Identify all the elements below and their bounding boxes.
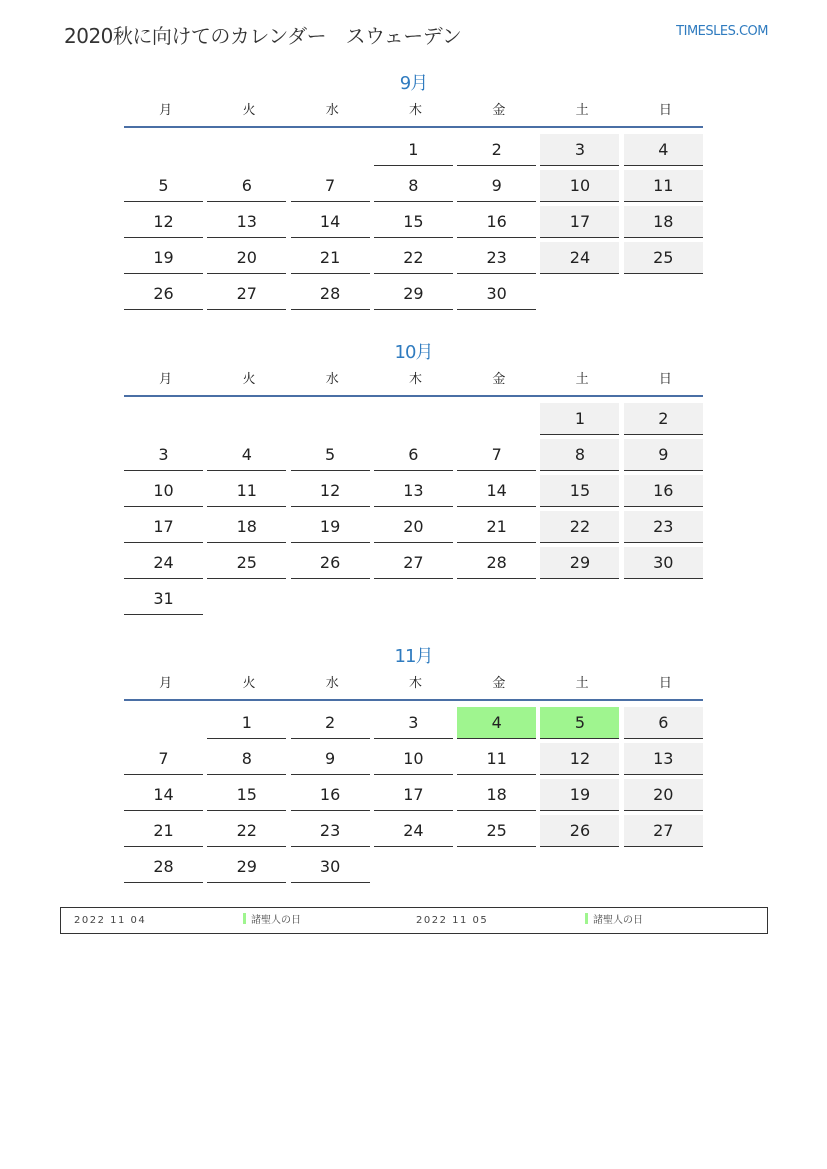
holiday-legend — [60, 907, 768, 934]
empty-cell — [124, 707, 203, 738]
day-cell[interactable]: 18 — [207, 511, 286, 543]
empty-cell — [457, 851, 536, 882]
month-block — [124, 70, 703, 312]
week-row — [124, 581, 703, 617]
day-cell[interactable]: 11 — [624, 170, 703, 202]
month-block — [124, 339, 703, 617]
empty-cell — [457, 583, 536, 614]
weekday-label: 木 — [409, 103, 423, 118]
day-cell[interactable]: 28 — [124, 851, 203, 883]
weekday-header — [124, 367, 703, 397]
day-cell[interactable]: 24 — [374, 815, 453, 847]
day-cell[interactable]: 1 — [374, 134, 453, 166]
day-cell[interactable]: 1 — [540, 403, 619, 435]
week-row — [124, 509, 703, 545]
empty-cell — [207, 403, 286, 434]
empty-cell — [540, 583, 619, 614]
week-row — [124, 741, 703, 777]
day-cell[interactable]: 5 — [291, 439, 370, 471]
day-cell[interactable]: 21 — [124, 815, 203, 847]
day-cell[interactable]: 28 — [291, 278, 370, 310]
day-cell[interactable]: 14 — [124, 779, 203, 811]
day-cell[interactable]: 8 — [207, 743, 286, 775]
empty-cell — [374, 403, 453, 434]
day-cell[interactable]: 3 — [124, 439, 203, 471]
empty-cell — [457, 403, 536, 434]
week-row — [124, 473, 703, 509]
day-cell[interactable]: 24 — [124, 547, 203, 579]
empty-cell — [624, 851, 703, 882]
weekday-header — [124, 98, 703, 128]
brand-logo[interactable]: TIMESLES.COM — [676, 24, 768, 39]
empty-cell — [374, 583, 453, 614]
day-cell[interactable]: 30 — [457, 278, 536, 310]
week-row — [124, 777, 703, 813]
day-cell[interactable]: 23 — [457, 242, 536, 274]
empty-cell — [207, 583, 286, 614]
day-cell[interactable]: 23 — [291, 815, 370, 847]
day-cell[interactable]: 15 — [540, 475, 619, 507]
day-cell[interactable]: 25 — [457, 815, 536, 847]
week-row — [124, 204, 703, 240]
day-cell[interactable]: 16 — [624, 475, 703, 507]
day-cell[interactable]: 17 — [374, 779, 453, 811]
day-cell[interactable]: 31 — [124, 583, 203, 615]
weekday-label: 日 — [658, 372, 672, 387]
day-cell[interactable]: 29 — [540, 547, 619, 579]
day-cell[interactable]: 7 — [124, 743, 203, 775]
empty-cell — [624, 278, 703, 309]
day-cell[interactable]: 11 — [457, 743, 536, 775]
day-cell[interactable]: 1 — [207, 707, 286, 739]
day-cell[interactable]: 2 — [291, 707, 370, 739]
legend-name-2: 諸聖人の日 — [585, 908, 643, 933]
week-row — [124, 240, 703, 276]
day-cell[interactable]: 7 — [457, 439, 536, 471]
weekday-label: 土 — [575, 103, 589, 118]
day-cell[interactable]: 27 — [374, 547, 453, 579]
weekday-label: 月 — [159, 103, 173, 118]
day-cell[interactable]: 27 — [207, 278, 286, 310]
day-cell[interactable]: 7 — [291, 170, 370, 202]
weekday-label: 火 — [242, 676, 256, 691]
day-cell[interactable]: 14 — [291, 206, 370, 238]
weekday-label: 土 — [575, 676, 589, 691]
weekday-label: 水 — [325, 372, 339, 387]
day-cell[interactable]: 26 — [540, 815, 619, 847]
day-cell[interactable]: 20 — [624, 779, 703, 811]
day-cell[interactable]: 8 — [540, 439, 619, 471]
day-cell[interactable]: 11 — [207, 475, 286, 507]
week-row — [124, 276, 703, 312]
day-cell[interactable]: 22 — [207, 815, 286, 847]
day-cell[interactable]: 20 — [374, 511, 453, 543]
day-cell[interactable]: 9 — [457, 170, 536, 202]
day-cell[interactable]: 12 — [291, 475, 370, 507]
day-cell[interactable]: 9 — [624, 439, 703, 471]
weekday-label: 火 — [242, 372, 256, 387]
empty-cell — [540, 278, 619, 309]
day-cell[interactable]: 12 — [124, 206, 203, 238]
month-block — [124, 643, 703, 885]
day-cell[interactable]: 28 — [457, 547, 536, 579]
day-cell[interactable]: 30 — [291, 851, 370, 883]
day-cell[interactable]: 6 — [207, 170, 286, 202]
day-cell[interactable]: 30 — [624, 547, 703, 579]
weekday-label: 金 — [492, 103, 506, 118]
legend-name-1: 諸聖人の日 — [243, 908, 301, 933]
weekday-label: 金 — [492, 372, 506, 387]
day-cell[interactable]: 5 — [124, 170, 203, 202]
day-cell[interactable]: 15 — [207, 779, 286, 811]
day-cell[interactable]: 23 — [624, 511, 703, 543]
day-cell[interactable]: 29 — [207, 851, 286, 883]
month-title: 9月 — [399, 73, 428, 94]
empty-cell — [291, 583, 370, 614]
weekday-label: 火 — [242, 103, 256, 118]
day-cell[interactable]: 25 — [207, 547, 286, 579]
day-cell[interactable]: 3 — [540, 134, 619, 166]
weekday-label: 土 — [575, 372, 589, 387]
weekday-label: 木 — [409, 676, 423, 691]
day-cell[interactable]: 29 — [374, 278, 453, 310]
month-title: 11月 — [394, 646, 433, 667]
legend-date-1: 2022 11 04 — [74, 915, 147, 926]
day-cell[interactable]: 13 — [207, 206, 286, 238]
day-cell[interactable]: 27 — [624, 815, 703, 847]
day-cell[interactable]: 3 — [374, 707, 453, 739]
weekday-label: 月 — [159, 372, 173, 387]
day-cell[interactable]: 17 — [124, 511, 203, 543]
day-cell[interactable]: 19 — [540, 779, 619, 811]
day-cell[interactable]: 9 — [291, 743, 370, 775]
day-cell[interactable]: 20 — [207, 242, 286, 274]
day-cell[interactable]: 4 — [457, 707, 536, 739]
day-cell[interactable]: 21 — [291, 242, 370, 274]
day-cell[interactable]: 2 — [624, 403, 703, 435]
day-cell[interactable]: 16 — [457, 206, 536, 238]
empty-cell — [291, 134, 370, 165]
week-row — [124, 849, 703, 885]
empty-cell — [207, 134, 286, 165]
week-row — [124, 705, 703, 741]
day-cell[interactable]: 4 — [207, 439, 286, 471]
day-cell[interactable]: 21 — [457, 511, 536, 543]
weekday-label: 日 — [658, 676, 672, 691]
day-cell[interactable]: 2 — [457, 134, 536, 166]
empty-cell — [540, 851, 619, 882]
day-cell[interactable]: 6 — [374, 439, 453, 471]
day-cell[interactable]: 19 — [291, 511, 370, 543]
day-cell[interactable]: 15 — [374, 206, 453, 238]
empty-cell — [291, 403, 370, 434]
day-cell[interactable]: 22 — [540, 511, 619, 543]
day-cell[interactable]: 10 — [540, 170, 619, 202]
day-cell[interactable]: 22 — [374, 242, 453, 274]
day-cell[interactable]: 13 — [374, 475, 453, 507]
week-row — [124, 132, 703, 168]
day-cell[interactable]: 10 — [124, 475, 203, 507]
weekday-label: 日 — [658, 103, 672, 118]
week-row — [124, 168, 703, 204]
day-cell[interactable]: 16 — [291, 779, 370, 811]
weekday-label: 水 — [325, 103, 339, 118]
day-cell[interactable]: 4 — [624, 134, 703, 166]
legend-date-2: 2022 11 05 — [416, 915, 489, 926]
week-row — [124, 401, 703, 437]
day-cell[interactable]: 25 — [624, 242, 703, 274]
empty-cell — [624, 583, 703, 614]
day-cell[interactable]: 17 — [540, 206, 619, 238]
empty-cell — [124, 403, 203, 434]
day-cell[interactable]: 8 — [374, 170, 453, 202]
week-row — [124, 545, 703, 581]
week-row — [124, 437, 703, 473]
day-cell[interactable]: 18 — [457, 779, 536, 811]
day-cell[interactable]: 14 — [457, 475, 536, 507]
day-cell[interactable]: 12 — [540, 743, 619, 775]
weekday-label: 水 — [325, 676, 339, 691]
weekday-header — [124, 671, 703, 701]
weekday-label: 金 — [492, 676, 506, 691]
empty-cell — [124, 134, 203, 165]
day-cell[interactable]: 19 — [124, 242, 203, 274]
day-cell[interactable]: 13 — [624, 743, 703, 775]
day-cell[interactable]: 5 — [540, 707, 619, 739]
month-title: 10月 — [394, 342, 433, 363]
day-cell[interactable]: 26 — [291, 547, 370, 579]
week-row — [124, 813, 703, 849]
page-title: 2020秋に向けてのカレンダー スウェーデン — [64, 24, 462, 48]
day-cell[interactable]: 24 — [540, 242, 619, 274]
day-cell[interactable]: 6 — [624, 707, 703, 739]
day-cell[interactable]: 10 — [374, 743, 453, 775]
day-cell[interactable]: 18 — [624, 206, 703, 238]
empty-cell — [374, 851, 453, 882]
day-cell[interactable]: 26 — [124, 278, 203, 310]
weekday-label: 木 — [409, 372, 423, 387]
weekday-label: 月 — [159, 676, 173, 691]
